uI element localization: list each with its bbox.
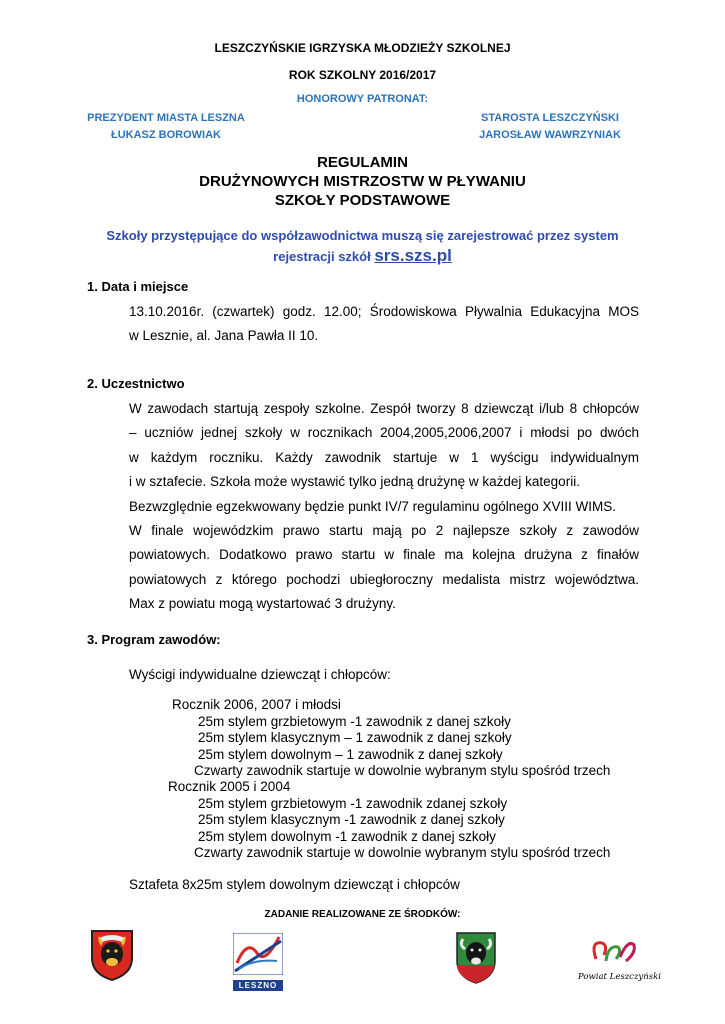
patron-right xyxy=(470,110,630,144)
section-2-line: Max z powiatu mogą wystartować 3 drużyny. xyxy=(129,596,396,612)
age-group-title: Rocznik 2006, 2007 i młodsi xyxy=(172,697,341,712)
powiat-logo-text: Powiat Leszczyński xyxy=(578,972,661,982)
document-title xyxy=(0,153,725,210)
section-2-line: powiatowych z którego pochodzi ubiegłoroczny medalista mistrz województwa. xyxy=(129,571,639,587)
event-note: Czwarty zawodnik startuje w dowolnie wybranym stylu spośród trzech xyxy=(194,763,611,778)
section-2-line: w każdym roczniku. Każdy zawodnik startuje w 1 wyścigu indywidualnym xyxy=(129,449,639,465)
event-note: Czwarty zawodnik startuje w dowolnie wybranym stylu spośród trzech xyxy=(194,845,611,860)
event-item: 25m stylem klasycznym – 1 zawodnik z danej szkoły xyxy=(198,730,512,745)
event-item: 25m stylem grzbietowym -1 zawodnik z danej szkoły xyxy=(198,713,511,729)
section-2-body xyxy=(129,397,639,617)
leszno-wave-icon xyxy=(233,933,283,975)
title-line-3: SZKOŁY PODSTAWOWE xyxy=(274,192,451,209)
title-line-2: DRUŻYNOWYCH MISTRZOSTW W PŁYWANIU xyxy=(199,173,526,190)
patron-right-title: STAROSTA LESZCZYŃSKI xyxy=(481,112,619,124)
relay-line: Sztafeta 8x25m stylem dowolnym dziewcząt i chłopców xyxy=(129,877,460,892)
patronage-label: HONOROWY PATRONAT: xyxy=(296,93,429,105)
leszno-city-logo xyxy=(233,933,283,990)
event-item: 25m stylem dowolnym – 1 zawodnik z danej szkoły xyxy=(198,746,503,762)
section-1-heading: 1. Data i miejsce xyxy=(87,279,189,294)
patron-left xyxy=(86,110,246,144)
section-1-line: 13.10.2016r. (czwartek) godz. 12.00; Środowiskowa Pływalnia Edukacyjna MOS xyxy=(129,304,639,319)
leszno-coat-of-arms-icon xyxy=(89,928,135,982)
title-line-1: REGULAMIN xyxy=(317,154,408,171)
section-2-line: i w sztafecie. Szkoła może wystawić tylko jedną drużynę w każdej kategorii. xyxy=(129,474,580,490)
header-line-2: ROK SZKOLNY 2016/2017 xyxy=(288,68,437,82)
event-item: 25m stylem grzbietowym -1 zawodnik zdanej szkoły xyxy=(198,795,508,811)
registration-notice xyxy=(0,226,725,267)
section-3-intro: Wyścigi indywidualne dziewcząt i chłopców: xyxy=(129,667,391,682)
leszno-logo-text: LESZNO xyxy=(233,980,283,991)
registration-line-1: Szkoły przystępujące do współzawodnictwa muszą się zarejestrować przez system xyxy=(106,228,619,243)
section-2-heading: 2. Uczestnictwo xyxy=(87,376,185,391)
registration-text: rejestracji szkół xyxy=(273,249,371,264)
powiat-logo-mark-icon xyxy=(578,935,648,967)
section-2-line: W zawodach startują zespoły szkolne. Zespół tworzy 8 dziewcząt i/lub 8 chłopców xyxy=(129,401,639,416)
event-item: 25m stylem dowolnym -1 zawodnik z danej szkoły xyxy=(198,828,496,844)
section-2-line: W finale wojewódzkim prawo startu mają po 2 najlepsze szkoły z zawodów xyxy=(129,523,639,539)
age-group-2 xyxy=(168,779,610,862)
section-1-body xyxy=(129,300,639,349)
patron-right-name: JAROSŁAW WAWRZYNIAK xyxy=(479,129,621,141)
section-3-heading: 3. Program zawodów: xyxy=(87,632,221,647)
age-group-title: Rocznik 2005 i 2004 xyxy=(168,779,291,794)
funding-label: ZADANIE REALIZOWANE ZE ŚRODKÓW: xyxy=(264,909,461,920)
age-group-1 xyxy=(172,697,610,780)
patron-left-title: PREZYDENT MIASTA LESZNA xyxy=(87,112,245,124)
registration-link[interactable]: srs.szs.pl xyxy=(374,246,452,265)
header-line-1: LESZCZYŃSKIE IGRZYSKA MŁODZIEŻY SZKOLNEJ xyxy=(214,41,511,55)
registration-line-2 xyxy=(0,246,725,267)
powiat-leszczynski-logo xyxy=(578,935,661,983)
section-1-line: w Lesznie, al. Jana Pawła II 10. xyxy=(129,328,319,344)
section-2-line: Bezwzględnie egzekwowany będzie punkt IV/7 regulaminu ogólnego XVIII WIMS. xyxy=(129,498,617,514)
powiat-coat-of-arms-icon xyxy=(455,931,497,985)
section-2-line: – uczniów jednej szkoły w rocznikach 2004,2005,2006,2007 i młodsi po dwóch xyxy=(129,425,639,441)
patron-left-name: ŁUKASZ BOROWIAK xyxy=(111,129,221,141)
section-2-line: powiatowych. Dodatkowo prawo startu w finale ma kolejna drużyna z finałów xyxy=(129,547,639,563)
event-item: 25m stylem klasycznym -1 zawodnik z danej szkoły xyxy=(198,812,505,827)
